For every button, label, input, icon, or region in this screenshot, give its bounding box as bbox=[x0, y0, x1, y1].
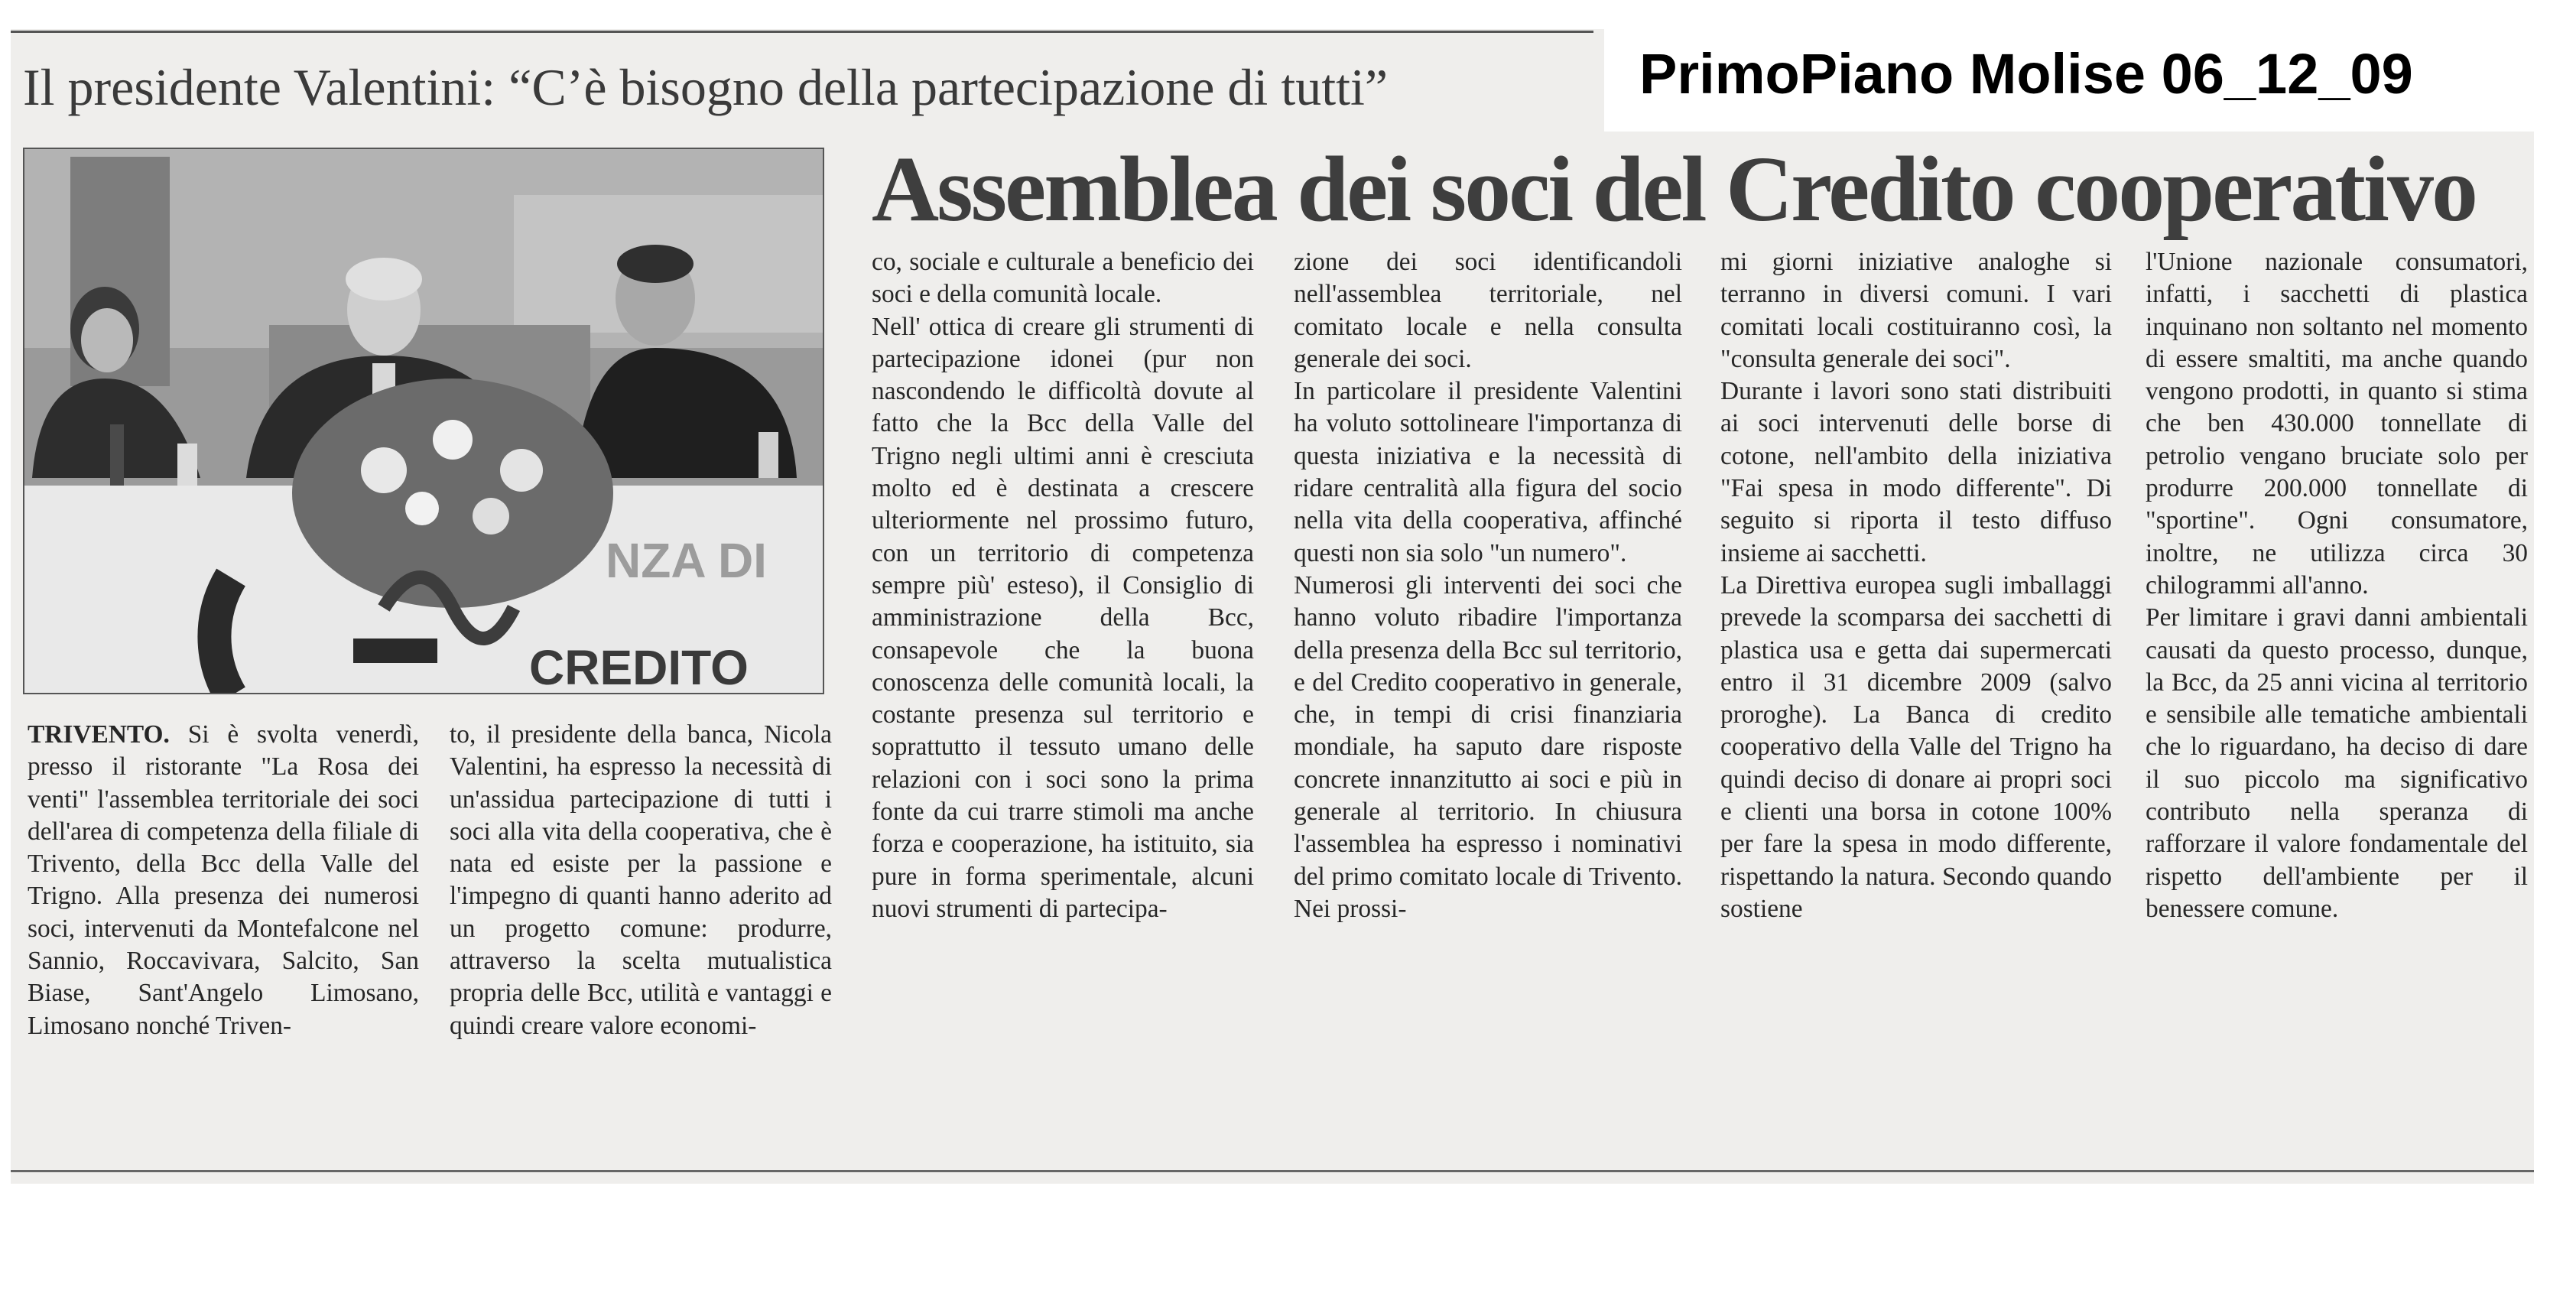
article-paragraph: In particolare il presidente Valentini ha voluto sottolineare l'importanza di questa iniziativa e la necessità di ridare centralità alla figura del socio nella vita della cooperativa, affinché questi non sia solo "un numero". bbox=[1294, 377, 1682, 567]
photo-illustration bbox=[24, 149, 824, 694]
article-paragraph: Nell' ottica di creare gli strumenti di partecipazione idonei (pur non nascondendo le difficoltà dovute al fatto che la Bcc della Valle del Trigno negli ultimi anni è cresciuta molto ed è destinata a crescere ulteriormente nel prossimo futuro, con un territorio di competenza sempre più' esteso), il Consiglio di amministrazione della Bcc, consapevole che la buona conoscenza delle comunità locali, la costante presenza sul territorio e soprattutto il tessuto umano delle relazioni con i soci sono la prima fonte da cui trarre stimoli ma anche forza e cooperazione, ha istituito, sia pure in forma sperimentale, alcuni nuovi strumenti di partecipa- bbox=[872, 312, 1254, 923]
article-column-4 bbox=[1294, 246, 1682, 925]
source-label-box bbox=[1604, 17, 2539, 132]
bottom-rule bbox=[11, 1170, 2534, 1172]
article-paragraph: Per limitare i gravi danni ambientali causati da questo processo, dunque, la Bcc, da 25 anni vicina al territorio e sensibile alle tematiche ambientali che lo riguardano, ha deciso di dare il suo piccolo ma significativo contributo nella speranza di rafforzare il valore fondamentale del rispetto dell'ambiente per il benessere comune. bbox=[2146, 603, 2528, 923]
article-paragraph: to, il presidente della banca, Nicola Valentini, ha espresso la necessità di un'assidua partecipazione di tutti i soci alla vita della cooperativa, che è nata ed esiste per la passione e l'impegno di quanti hanno aderito ad un progetto comune: produrre, attraverso la scelta mutualistica propria delle Bcc, utilità e vantaggi e quindi creare valore economi- bbox=[450, 720, 832, 1040]
top-rule bbox=[11, 31, 1593, 33]
article-paragraph: mi giorni iniziative analoghe si terranno in diversi comuni. I vari comitati locali costituiranno così, la "consulta generale dei soci". bbox=[1720, 248, 2112, 373]
article-dateline: TRIVENTO. bbox=[28, 720, 170, 749]
main-headline: Assemblea dei soci del Credito cooperativo bbox=[872, 138, 2476, 241]
article-text: Si è svolta venerdì, presso il ristorante "La Rosa dei venti" l'assemblea territoriale dei soci dell'area di competenza della filiale di Trivento, della Bcc della Valle del Trigno. Alla presenza dei numerosi soci, intervenuti da Montefalcone nel Sannio, Roccavivara, Salcito, San Biase, Sant'Angelo Limosano, Limosano nonché Triven- bbox=[28, 720, 419, 1040]
article-paragraph: Durante i lavori sono stati distribuiti ai soci intervenuti delle borse di cotone, nell'ambito della iniziativa "Fai spesa in modo differente". Di seguito si riporta il testo diffuso insieme ai sacchetti. bbox=[1720, 377, 2112, 567]
photo-banner-text: NZA DI bbox=[606, 533, 767, 588]
article-paragraph: l'Unione nazionale consumatori, infatti, i sacchetti di plastica inquinano non soltanto nel momento di essere smaltiti, ma anche quando vengono prodotti, in quanto si stima che ben 430.000 tonnellate di petrolio vengano bruciate solo per produrre 200.000 tonnellate di "sportine". Ogni consumatore, inoltre, ne utilizza circa 30 chilogrammi all'anno. bbox=[2146, 248, 2528, 600]
article-column-6 bbox=[2146, 246, 2528, 925]
photo-banner-text-2: CREDITO bbox=[529, 640, 749, 694]
source-label: PrimoPiano Molise 06_12_09 bbox=[1639, 42, 2413, 106]
article-paragraph: zione dei soci identificandoli nell'assemblea territoriale, nel comitato locale e nella consulta generale dei soci. bbox=[1294, 248, 1682, 373]
article-paragraph: co, sociale e culturale a beneficio dei soci e della comunità locale. bbox=[872, 248, 1254, 309]
article-column-5 bbox=[1720, 246, 2112, 925]
article-paragraph: La Direttiva europea sugli imballaggi prevede la scomparsa dei sacchetti di plastica usa e getta dai supermercati entro il 31 dicembre 2009 (salvo proroghe). La Banca di credito cooperativo della Valle del Trigno ha quindi deciso di donare ai propri soci e clienti una borsa in cotone 100% per fare la spesa in modo differente, rispettando la natura. Secondo quando sostiene bbox=[1720, 570, 2112, 923]
article-column-2 bbox=[450, 719, 832, 1042]
article-photo bbox=[23, 148, 824, 694]
article-column-3 bbox=[872, 246, 1254, 925]
kicker-headline: Il presidente Valentini: “C’è bisogno della partecipazione di tutti” bbox=[23, 58, 1389, 116]
article-column-1 bbox=[28, 719, 419, 1042]
article-paragraph: Numerosi gli interventi dei soci che hanno voluto ribadire l'importanza della presenza della Bcc sul territorio, e del Credito cooperativo in generale, che, in tempi di crisi finanziaria mondiale, ha saputo dare risposte concrete innanzitutto ai soci e più in generale al territorio. In chiusura l'assemblea ha espresso i nominativi del primo comitato locale di Trivento. Nei prossi- bbox=[1294, 570, 1682, 923]
